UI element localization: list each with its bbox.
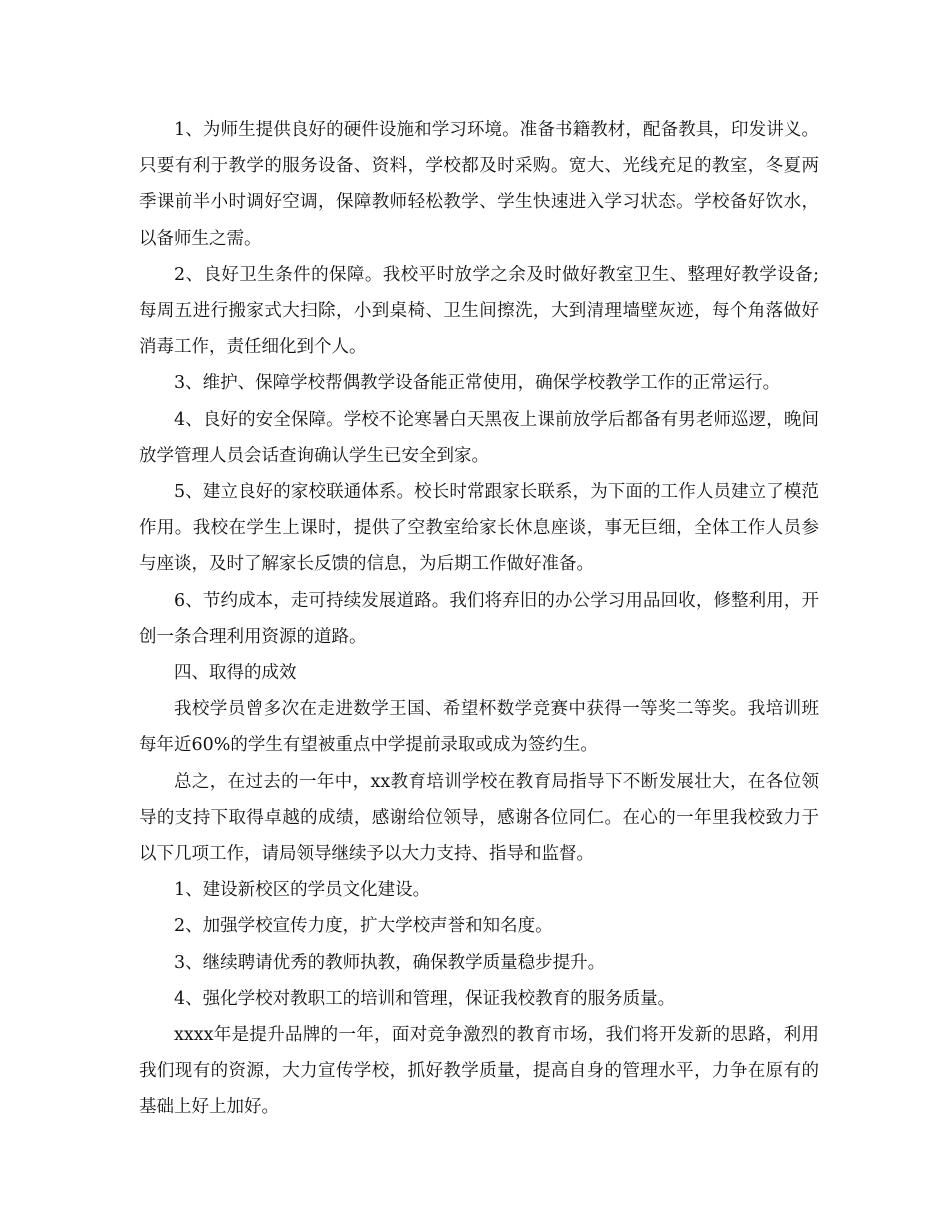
paragraph-hardware: 1、为师生提供良好的硬件设施和学习环境。准备书籍教材，配备教具，印发讲义。只要有利于教学的服务设备、资料，学校都及时采购。宽大、光线充足的教室，冬夏两季课前半小时调好空调，保障教师轻松教学、学生快速进入学习状态。学校备好饮水，以备师生之需。 — [139, 120, 819, 249]
paragraph-safety: 4、良好的安全保障。学校不论寒暑白天黑夜上课前放学后都备有男老师巡逻，晚间放学管理人员会话查询确认学生已安全到家。 — [139, 409, 819, 466]
paragraph-equipment: 3、维护、保障学校帮偶教学设备能正常使用，确保学校教学工作的正常运行。 — [174, 373, 781, 394]
paragraph-summary: 总之，在过去的一年中，xx教育培训学校在教育局指导下不断发展壮大，在各位领导的支持下取得卓越的成绩，感谢给位领导，感谢各位同仁。在心的一年里我校致力于以下几项工作，请局领导继续予以大力支持、指导和监督。 — [139, 771, 819, 865]
paragraph-hygiene: 2、良好卫生条件的保障。我校平时放学之余及时做好教室卫生、整理好教学设备;每周五进行搬家式大扫除，小到桌椅、卫生间擦洗，大到清理墙壁灰迹，每个角落做好消毒工作，责任细化到个人。 — [139, 264, 819, 358]
list-item-training: 4、强化学校对教职工的培训和管理，保证我校教育的服务质量。 — [174, 988, 676, 1009]
section-heading-results: 四、取得的成效 — [174, 663, 297, 684]
paragraph-results: 我校学员曾多次在走进数学王国、希望杯数学竞赛中获得一等奖二等奖。我培训班每年近60%的学生有望被重点中学提前录取或成为签约生。 — [139, 699, 819, 756]
list-item-teachers: 3、继续聘请优秀的教师执教，确保教学质量稳步提升。 — [174, 952, 606, 973]
paragraph-outlook: xxxx年是提升品牌的一年，面对竞争激烈的教育市场，我们将开发新的思路，利用我们现有的资源，大力宣传学校，抓好教学质量，提高自身的管理水平，力争在原有的基础上好上加好。 — [139, 1025, 819, 1118]
list-item-campus-culture: 1、建设新校区的学员文化建设。 — [174, 880, 431, 901]
paragraph-home-school: 5、建立良好的家校联通体系。校长时常跟家长联系，为下面的工作人员建立了模范作用。我校在学生上课时，提供了空教室给家长休息座谈，事无巨细，全体工作人员参与座谈，及时了解家长反馈的信息，为后期工作做好准备。 — [139, 482, 819, 575]
list-item-publicity: 2、加强学校宣传力度，扩大学校声誉和知名度。 — [174, 916, 553, 937]
document-body — [139, 112, 819, 1126]
paragraph-cost-saving: 6、节约成本，走可持续发展道路。我们将弃旧的办公学习用品回收，修整利用，开创一条合理利用资源的道路。 — [139, 590, 819, 647]
